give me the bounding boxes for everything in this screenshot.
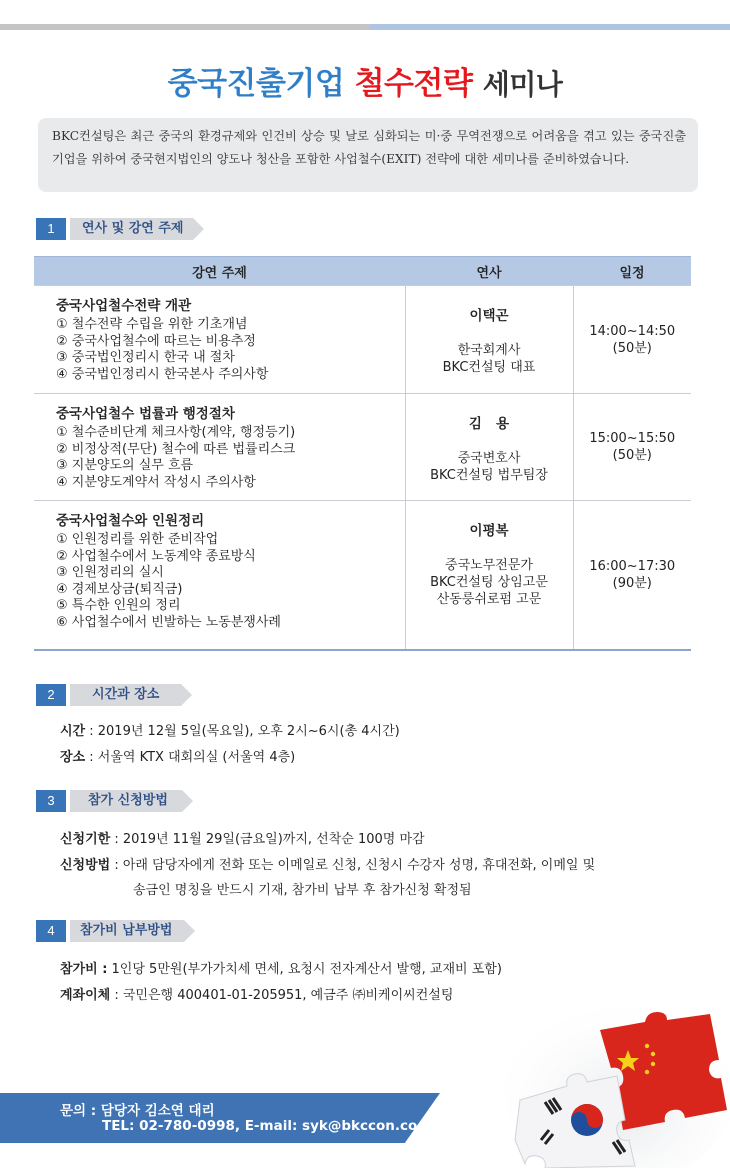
schedule-cell xyxy=(573,394,691,501)
topic-item: ③ 지분양도의 실무 흐름 xyxy=(56,458,194,473)
topic-item: ② 중국사업철수에 따르는 비용추정 xyxy=(56,333,256,349)
topic-item: ③ 인원정리의 실시 xyxy=(56,565,164,580)
account-info xyxy=(60,984,453,1003)
schedule-duration: (90분) xyxy=(612,575,652,591)
table-header-row xyxy=(34,257,691,286)
deadline-value: : 2019년 11월 29일(금요일)까지, 선착순 100명 마감 xyxy=(110,832,425,847)
topic-cell xyxy=(34,394,405,501)
fee-label: 참가비 : xyxy=(60,962,108,977)
fee-info xyxy=(60,958,502,977)
account-label: 계좌이체 xyxy=(60,988,111,1003)
speaker-detail: BKC컨설팅 상임고문 xyxy=(430,575,548,590)
table-row xyxy=(34,394,691,501)
topic-title: 중국사업철수 법률과 행정절차 xyxy=(56,406,235,422)
section-number: 1 xyxy=(36,218,66,240)
section-number: 3 xyxy=(36,790,66,812)
header-topic: 강연 주제 xyxy=(34,257,405,286)
speaker-detail: 한국회계사 xyxy=(457,343,521,358)
place-label: 장소 xyxy=(60,750,86,765)
speaker-detail: BKC컨설팅 법무팀장 xyxy=(430,468,548,483)
section-label: 참가비 납부방법 xyxy=(70,920,184,942)
speaker-detail: BKC컨설팅 대표 xyxy=(442,360,536,375)
topic-cell xyxy=(34,286,405,394)
topic-cell xyxy=(34,501,405,650)
topic-item: ① 철수준비단계 체크사항(계약, 행정등기) xyxy=(56,425,296,440)
title-part2: 철수전략 xyxy=(354,66,473,102)
section-3-header xyxy=(36,789,182,813)
topic-item: ④ 경제보상금(퇴직금) xyxy=(56,581,183,597)
topic-title: 중국사업철수와 인원정리 xyxy=(56,513,205,529)
table-row xyxy=(34,286,691,394)
method-info-cont: 송금인 명칭을 반드시 기재, 참가비 납부 후 참가신청 확정됨 xyxy=(133,883,472,898)
header-schedule: 일정 xyxy=(573,257,691,286)
schedule-time: 16:00~17:30 xyxy=(589,558,676,574)
speaker-cell xyxy=(405,286,573,394)
method-info xyxy=(60,854,595,873)
schedule-cell xyxy=(573,286,691,394)
time-label: 시간 xyxy=(60,724,86,739)
speaker-cell xyxy=(405,501,573,650)
schedule-time: 15:00~15:50 xyxy=(589,431,676,446)
lecture-table xyxy=(34,256,691,651)
topic-title: 중국사업철수전략 개관 xyxy=(56,298,192,314)
speaker-name: 이택곤 xyxy=(469,308,509,324)
section-label: 참가 신청방법 xyxy=(70,790,182,812)
section-label: 연사 및 강연 주제 xyxy=(70,218,193,240)
schedule-time: 14:00~14:50 xyxy=(589,323,676,339)
section-2-header xyxy=(36,683,181,707)
schedule-duration: (50분) xyxy=(612,340,652,356)
section-1-header xyxy=(36,217,193,241)
title-part3: 세미나 xyxy=(482,68,563,101)
time-info xyxy=(60,720,400,739)
speaker-detail: 중국노무전문가 xyxy=(445,558,533,573)
account-value: : 국민은행 400401-01-205951, 예금주 ㈜비케이씨컨설팅 xyxy=(110,988,454,1003)
section-label: 시간과 장소 xyxy=(70,684,181,706)
speaker-cell xyxy=(405,394,573,501)
topic-item: ⑥ 사업철수에서 빈발하는 노동분쟁사례 xyxy=(56,614,281,630)
section-4-header xyxy=(36,919,184,943)
speaker-name: 이평복 xyxy=(469,523,509,539)
method-value: : 아래 담당자에게 전화 또는 이메일로 신청, 신청시 수강자 성명, 휴대전화, 이메일 및 xyxy=(110,858,596,873)
footer-phone-email[interactable]: TEL: 02-780-0998, E-mail: syk@bkccon.co.kr xyxy=(102,1118,439,1134)
speaker-name: 김 용 xyxy=(468,416,510,432)
topic-item: ③ 중국법인정리시 한국 내 절차 xyxy=(56,350,235,365)
topic-item: ① 인원정리를 위한 준비작업 xyxy=(56,532,219,547)
table-row xyxy=(34,501,691,650)
header-speaker: 연사 xyxy=(405,257,573,286)
section-number: 4 xyxy=(36,920,66,942)
top-bar-blue xyxy=(370,24,730,30)
topic-item: ② 사업철수에서 노동계약 종료방식 xyxy=(56,548,256,564)
speaker-detail: 산동룽쉬로펌 고문 xyxy=(436,592,542,607)
speaker-detail: 중국변호사 xyxy=(457,451,521,466)
topic-item: ④ 지분양도계약서 작성시 주의사항 xyxy=(56,474,256,490)
topic-item: ② 비정상적(무단) 철수에 따른 법률리스크 xyxy=(56,441,296,457)
topic-item: ① 철수전략 수립을 위한 기초개념 xyxy=(56,317,248,332)
place-info xyxy=(60,746,295,765)
deadline-label: 신청기한 xyxy=(60,832,111,847)
intro-text: BKC컨설팅은 최근 중국의 환경규제와 인건비 상승 및 날로 심화되는 미·중 무역전쟁으로 어려움을 겪고 있는 중국진출기업을 위하여 중국현지법인의 양도나 청산을 포함한 사업철수(EXIT) 전략에 대한 세미나를 준비하였습니다. xyxy=(38,118,698,192)
top-bar-gray xyxy=(0,24,370,30)
topic-item: ④ 중국법인정리시 한국본사 주의사항 xyxy=(56,366,269,382)
place-value: : 서울역 KTX 대회의실 (서울역 4층) xyxy=(85,750,296,765)
fee-value: 1인당 5만원(부가가치세 면세, 요청시 전자계산서 발행, 교재비 포함) xyxy=(107,962,502,977)
section-number: 2 xyxy=(36,684,66,706)
time-value: : 2019년 12월 5일(목요일), 오후 2시~6시(총 4시간) xyxy=(85,724,400,739)
page-title xyxy=(0,58,730,103)
topic-item: ⑤ 특수한 인원의 정리 xyxy=(56,598,181,613)
puzzle-flags-illustration xyxy=(505,990,730,1168)
deadline-info xyxy=(60,828,425,847)
schedule-duration: (50분) xyxy=(612,448,652,463)
method-label: 신청방법 xyxy=(60,858,111,873)
footer-contact: 문의 : 담당자 김소연 대리 xyxy=(60,1103,215,1119)
schedule-cell xyxy=(573,501,691,650)
title-part1: 중국진출기업 xyxy=(167,66,345,102)
